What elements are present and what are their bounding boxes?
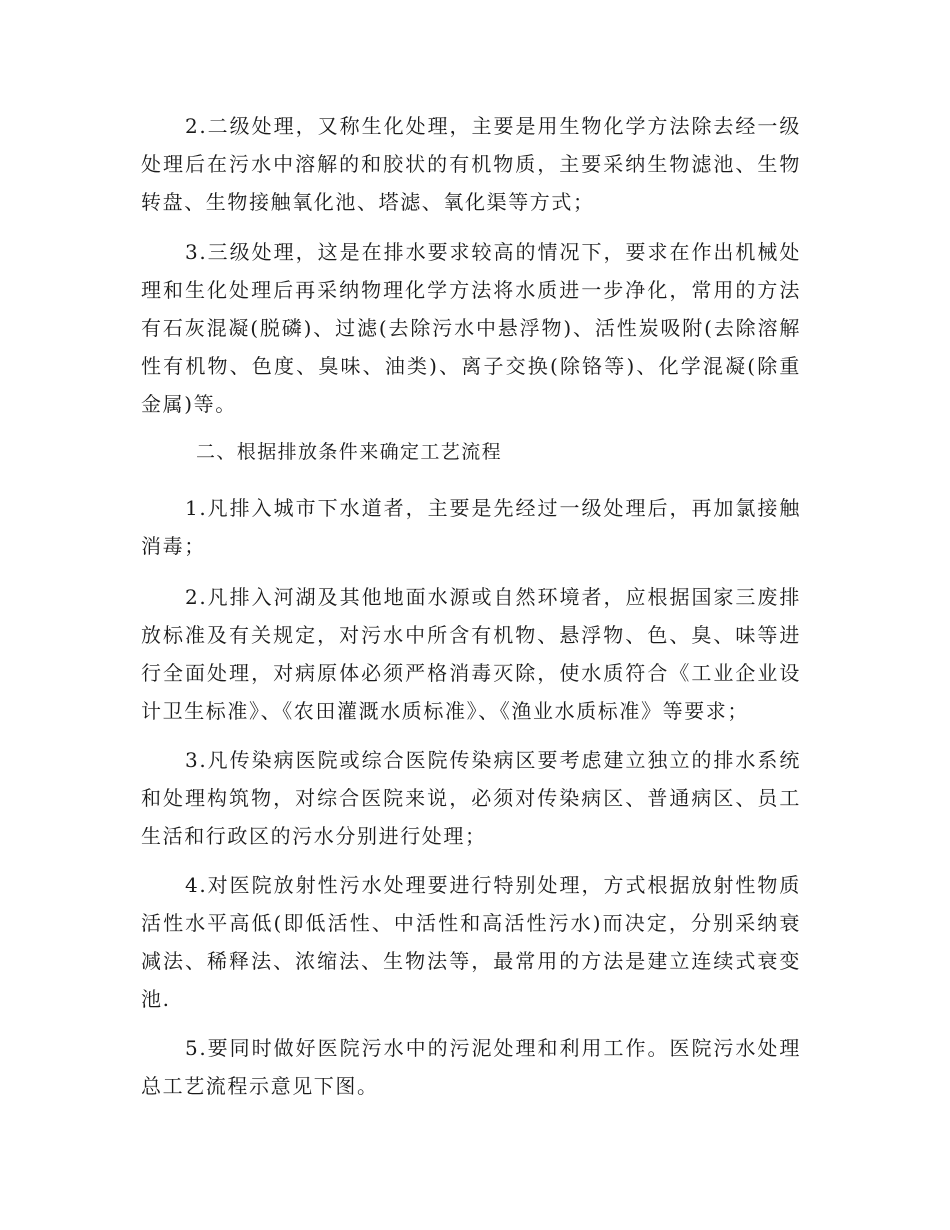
paragraph-tertiary-treatment: 3.三级处理，这是在排水要求较高的情况下，要求在作出机械处理和生化处理后再采纳物理化学方法将水质进一步净化，常用的方法有石灰混凝(脱磷)、过滤(去除污水中悬浮物)、活性炭吸附(去除溶解性有机物、色度、臭味、油类)、离子交换(除铬等)、化学混凝(除重金属)等。 (141, 240, 801, 416)
paragraph-secondary-treatment: 2.二级处理，又称生化处理，主要是用生物化学方法除去经一级处理后在污水中溶解的和胶状的有机物质，主要采纳生物滤池、生物转盘、生物接触氧化池、塔滤、氧化渠等方式； (141, 114, 801, 214)
paragraph-rivers-lakes: 2.凡排入河湖及其他地面水源或自然环境者，应根据国家三废排放标准及有关规定，对污水中所含有机物、悬浮物、色、臭、味等进行全面处理，对病原体必须严格消毒灭除，使水质符合《工业企业设计卫生标准》、《农田灌溉水质标准》、《渔业水质标准》等要求； (141, 585, 801, 723)
paragraph-sludge-treatment: 5.要同时做好医院污水中的污泥处理和利用工作。医院污水处理总工艺流程示意见下图。 (141, 1036, 801, 1098)
paragraph-radioactive-sewage: 4.对医院放射性污水处理要进行特别处理，方式根据放射性物质活性水平高低(即低活性、中活性和高活性污水)而决定，分别采纳衰减法、稀释法、浓缩法、生物法等，最常用的方法是建立连续式衰变池. (141, 873, 801, 1011)
paragraph-infectious-disease: 3.凡传染病医院或综合医院传染病区要考虑建立独立的排水系统和处理构筑物，对综合医院来说，必须对传染病区、普通病区、员工生活和行政区的污水分别进行处理； (141, 748, 801, 848)
paragraph-city-sewer: 1.凡排入城市下水道者，主要是先经过一级处理后，再加氯接触消毒； (141, 496, 801, 558)
section-heading-process-flow: 二、根据排放条件来确定工艺流程 (196, 441, 503, 463)
